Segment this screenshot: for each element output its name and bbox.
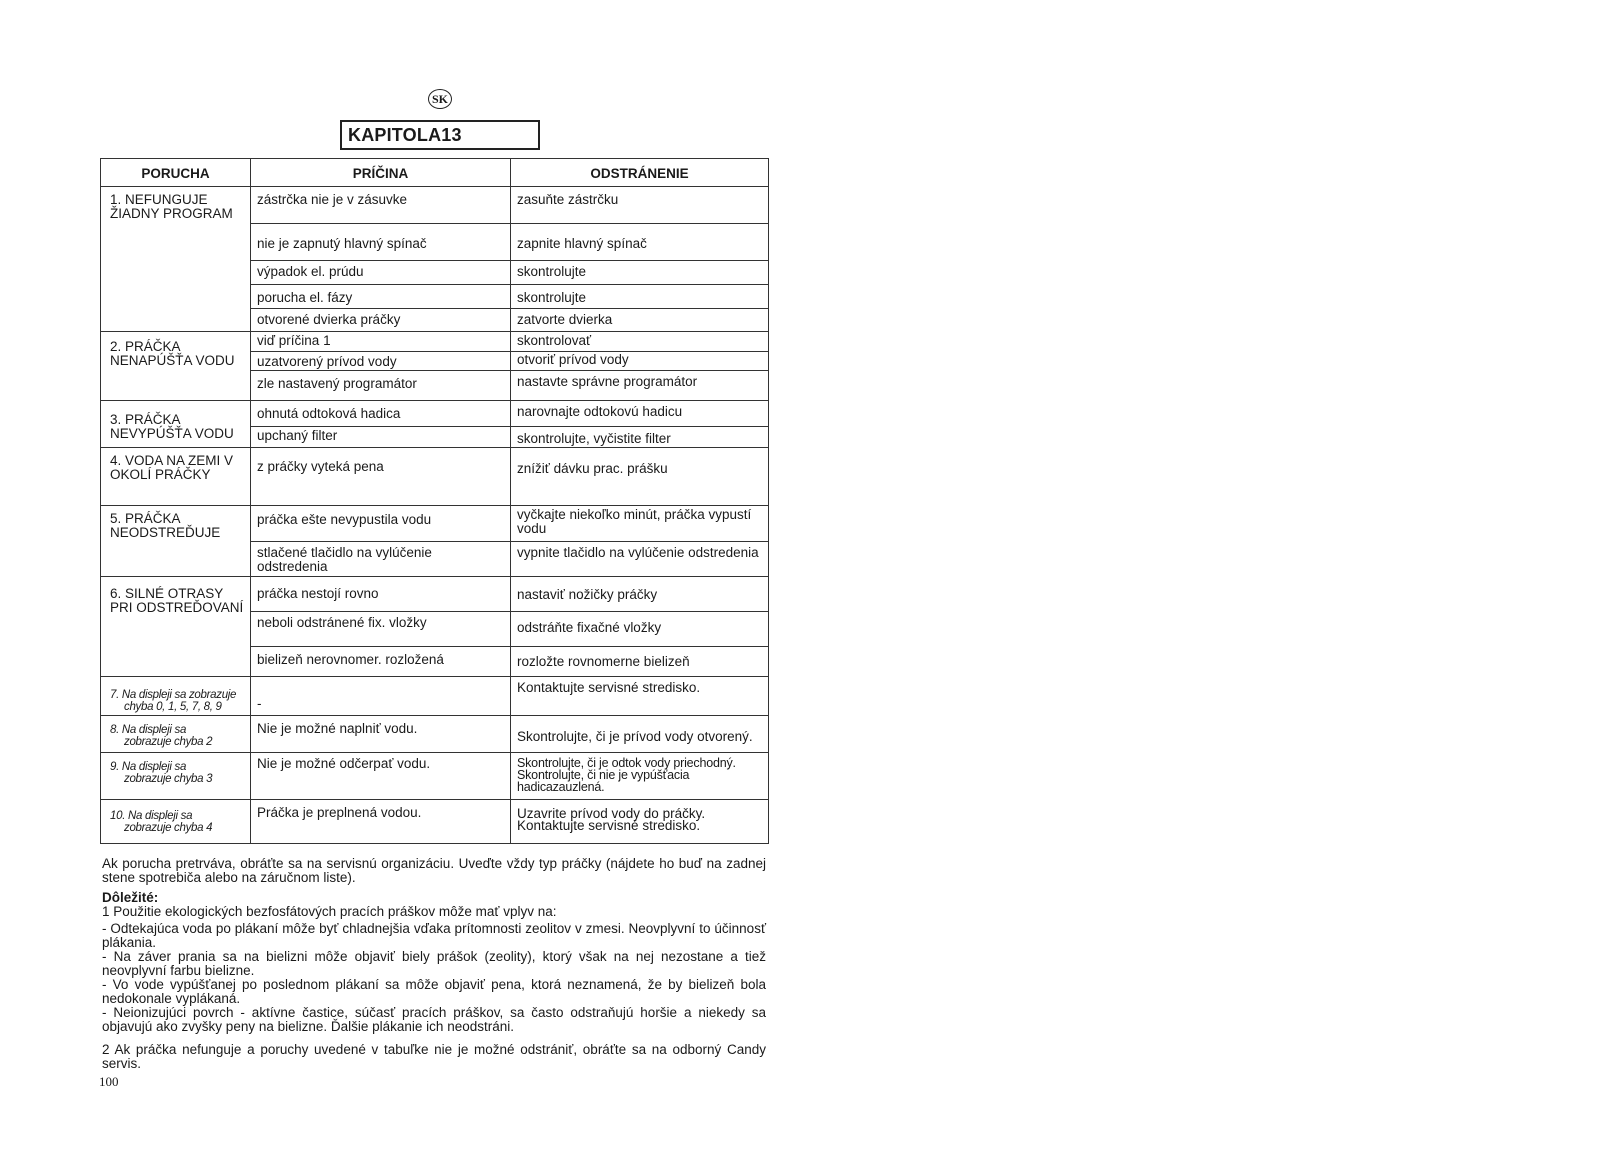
problem-line: zobrazuje chyba 4 <box>124 822 213 834</box>
notes-item-2: 2 Ak práčka nefunguje a poruchy uvedené v tabuľke nie je možné odstrániť, obráťte sa na odborný Candy servis. <box>102 1042 766 1071</box>
cause-cell: zle nastavený programátor <box>251 371 511 401</box>
troubleshooting-table <box>100 158 769 844</box>
table-row <box>101 332 769 352</box>
problem-cell: 4. VODA NA ZEMI V OKOLÍ PRÁČKY <box>101 448 251 506</box>
problem-line: zobrazuje chyba 3 <box>124 773 213 785</box>
cause-cell: viď príčina 1 <box>251 332 511 352</box>
problem-cell: 3. PRÁČKA NEVYPÚŠŤA VODU <box>101 401 251 448</box>
remedy-cell: Skontrolujte, či je odtok vody priechodný. Skontrolujte, či nie je vypúšťacia hadicazauzlená. <box>511 753 769 800</box>
cause-cell: práčka ešte nevypustila vodu <box>251 506 511 542</box>
cause-cell: upchaný filter <box>251 427 511 448</box>
notes-bullet-2: - Na záver prania sa na bielizni môže objaviť biely prášok (zeolity), ktorý však na nej nezostane a tiež neovplyvní farbu bielizne. <box>102 949 766 978</box>
problem-cell <box>101 677 251 716</box>
chapter-title: KAPITOLA13 <box>340 120 540 150</box>
notes-bullet-3: - Vo vode vypúšťanej po poslednom plákaní sa môže objaviť pena, ktorá neznamená, že by bielizeň bola nedokonale vyplákaná. <box>102 977 766 1006</box>
remedy-cell: otvoriť prívod vody <box>511 352 769 371</box>
remedy-cell: narovnajte odtokovú hadicu <box>511 401 769 427</box>
notes-item-1: 1 Použitie ekologických bezfosfátových pracích práškov môže mať vplyv na: <box>102 904 557 919</box>
table-row <box>101 800 769 844</box>
remedy-cell: zapnite hlavný spínač <box>511 224 769 261</box>
remedy-cell: zatvorte dvierka <box>511 309 769 332</box>
notes-bullet-4: - Neionizujúci povrch - aktívne častice, súčasť pracích práškov, sa často odstraňujú horšie a niekedy sa objavujú ako zvyšky peny na bielizne. Ďalšie plákanie ich neodstráni. <box>102 1005 766 1034</box>
table-row <box>101 753 769 800</box>
remedy-cell: Uzavrite prívod vody do práčky. Kontaktujte servisné stredisko. <box>511 800 769 844</box>
remedy-cell: skontrolujte <box>511 285 769 309</box>
notes-bullet-1: - Odtekajúca voda po plákaní môže byť chladnejšia vďaka prítomnosti zeolitov v zmesi. Neovplyvní to účinnosť plákania. <box>102 921 766 950</box>
remedy-cell: skontrolujte, vyčistite filter <box>511 427 769 448</box>
cause-cell: neboli odstránené fix. vložky <box>251 612 511 647</box>
table-row <box>101 677 769 716</box>
remedy-cell: vyčkajte niekoľko minút, práčka vypustí vodu <box>511 506 769 542</box>
cause-cell: práčka nestojí rovno <box>251 577 511 612</box>
cause-cell: uzatvorený prívod vody <box>251 352 511 371</box>
problem-cell <box>101 716 251 753</box>
cause-cell: z práčky vyteká pena <box>251 448 511 506</box>
page-number: 100 <box>99 1074 119 1089</box>
table-row <box>101 506 769 542</box>
table-row <box>101 401 769 427</box>
remedy-cell: skontrolujte <box>511 261 769 285</box>
notes-intro: Ak porucha pretrváva, obráťte sa na servisnú organizáciu. Uveďte vždy typ práčky (nájdete ho buď na zadnej stene spotrebiča alebo na záručnom liste). <box>102 856 766 885</box>
header-problem: PORUCHA <box>101 159 251 187</box>
table-row <box>101 577 769 612</box>
cause-cell: Práčka je preplnená vodou. <box>251 800 511 844</box>
remedy-cell: nastavte správne programátor <box>511 371 769 401</box>
cause-cell: bielizeň nerovnomer. rozložená <box>251 647 511 677</box>
problem-line: 10. Na displeji sa <box>110 810 193 822</box>
cause-cell: zástrčka nie je v zásuvke <box>251 187 511 224</box>
table-row <box>101 187 769 224</box>
problem-cell: 5. PRÁČKA NEODSTREĎUJE <box>101 506 251 577</box>
notes-section <box>102 857 766 1071</box>
remedy-cell: rozložte rovnomerne bielizeň <box>511 647 769 677</box>
problem-line: chyba 0, 1, 5, 7, 8, 9 <box>124 701 222 713</box>
important-heading: Dôležité: <box>102 890 159 905</box>
problem-line: 7. Na displeji sa zobrazuje <box>110 689 237 701</box>
remedy-cell: Kontaktujte servisné stredisko. <box>511 677 769 716</box>
header-cause: PRÍČINA <box>251 159 511 187</box>
remedy-cell: vypnite tlačidlo na vylúčenie odstredenia <box>511 542 769 577</box>
problem-cell: 6. SILNÉ OTRASY PRI ODSTREĎOVANÍ <box>101 577 251 677</box>
remedy-cell: zasuňte zástrčku <box>511 187 769 224</box>
cause-cell: - <box>251 677 511 716</box>
cause-cell: Nie je možné naplniť vodu. <box>251 716 511 753</box>
cause-cell: nie je zapnutý hlavný spínač <box>251 224 511 261</box>
problem-cell: 2. PRÁČKA NENAPÚŠŤA VODU <box>101 332 251 401</box>
cause-cell: otvorené dvierka práčky <box>251 309 511 332</box>
problem-cell: 1. NEFUNGUJE ŽIADNY PROGRAM <box>101 187 251 332</box>
cause-cell: ohnutá odtoková hadica <box>251 401 511 427</box>
cause-cell: výpadok el. prúdu <box>251 261 511 285</box>
remedy-cell: znížiť dávku prac. prášku <box>511 448 769 506</box>
problem-line: 9. Na displeji sa <box>110 761 187 773</box>
language-badge: SK <box>428 89 452 109</box>
remedy-cell: Skontrolujte, či je prívod vody otvorený. <box>511 716 769 753</box>
cause-cell: porucha el. fázy <box>251 285 511 309</box>
header-remedy: ODSTRÁNENIE <box>511 159 769 187</box>
table-row <box>101 716 769 753</box>
problem-line: 8. Na displeji sa <box>110 724 187 736</box>
table-header-row <box>101 159 769 187</box>
problem-line: zobrazuje chyba 2 <box>124 736 213 748</box>
cause-cell: stlačené tlačidlo na vylúčenie odstredenia <box>251 542 511 577</box>
problem-cell <box>101 753 251 800</box>
remedy-cell: nastaviť nožičky práčky <box>511 577 769 612</box>
remedy-cell: skontrolovať <box>511 332 769 352</box>
cause-cell: Nie je možné odčerpať vodu. <box>251 753 511 800</box>
problem-cell <box>101 800 251 844</box>
table-row <box>101 448 769 506</box>
remedy-cell: odstráňte fixačné vložky <box>511 612 769 647</box>
